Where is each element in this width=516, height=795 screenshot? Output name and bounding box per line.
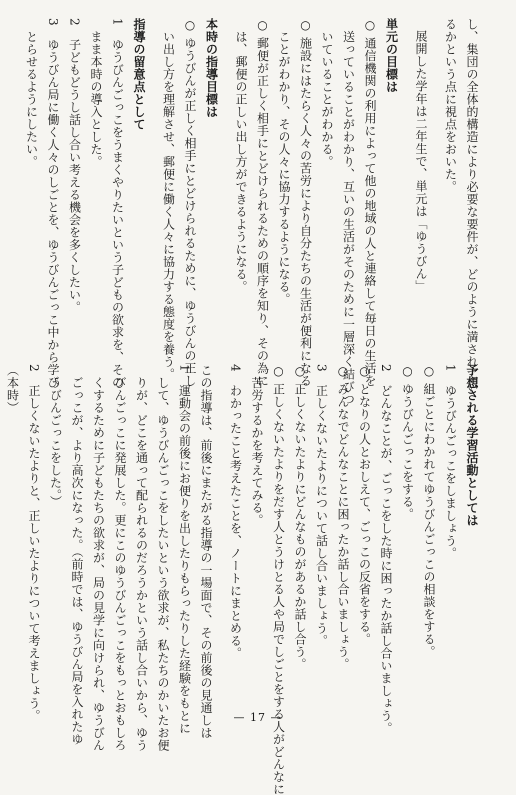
text-line: して、ゆうびんごっこをしたいという欲求が、私たちのかいたお便 <box>156 364 170 752</box>
text-line: 2 正しくないたよりと、正しいたよりについて考えましょう。 <box>27 364 41 723</box>
text-line: い出し方を理解させ、郵便に働く人々に協力する態度を養う。 <box>161 18 176 381</box>
section-heading: 予想される学習活動としては <box>465 364 479 527</box>
text-line: ことがわかり、その人々に協力するようになる。 <box>277 18 291 306</box>
page-number: — 17 — <box>233 711 283 724</box>
text-line: くするために子どもたちの欲求が、局の見学に向けられ、ゆうびん <box>91 364 106 752</box>
text-line: 送っていることがわかり、互いの生活がそのために一層深く結びつ <box>341 18 356 406</box>
section-heading: 指導の留意点として <box>132 18 146 131</box>
text-line: この指導は、前後にまたがる指導の一場面で、その前後の見通しは <box>199 364 213 739</box>
section-heading: 本時の指導目標は <box>204 18 219 118</box>
text-line: ○ 組ごとにわかれてゆうびんごっこの相談をする。 <box>422 364 436 658</box>
text-line: ○ ゆうびんが正しく相手にとどけられるために、ゆうびんの正し <box>183 18 197 387</box>
text-line: 1 運動会の前後にお便りを出したりもらったりした経験をもとに <box>177 364 192 735</box>
text-line: 1 ゆうびんごっこをしましょう。 <box>443 364 458 560</box>
text-line: りが、どこを通って配られるのだろうかという話し合いから、ゆう <box>134 364 149 752</box>
text-line: びんごっこに発展した。更にこのゆうびんごっこをもっとおもしろ <box>113 364 127 752</box>
text-line: 2 子どもどうし話し合い考える機会を多くしたい。 <box>67 18 82 314</box>
text-line: ○ 正しくないたよりをだす人とうけとる人や局でしごとをする人がどんなに <box>271 364 286 795</box>
text-line: は、郵便の正しい出し方ができるようになる。 <box>234 18 248 293</box>
section-heading: 単元の目標は <box>384 18 399 93</box>
text-line: 3 ゆうびん局に働く人々のしごとを、ゆうびんごっこ中から学び <box>46 18 60 389</box>
text-line: ○ みんなでどんなことに困ったか話し合いましょう。 <box>336 364 350 671</box>
text-line: まま本時の導入とした。 <box>89 18 103 168</box>
text-line: るかという点に視点をおいた。 <box>443 18 458 193</box>
text-line: ○ 郵便が正しく相手にとどけられるための順序を知り、その為に <box>255 18 270 387</box>
upper-text-block <box>24 18 482 406</box>
text-line: 3 正しくないたよりについて話し合いましょう。 <box>314 364 329 648</box>
text-line <box>0 364 1 704</box>
text-line: し、集団の全体的構造により必要な要件が、どのように満されてい <box>465 18 479 393</box>
text-line: 2 どんなことが、ごっこをした時に困ったか話し合いましょう。 <box>379 364 393 735</box>
text-line: 1 ゆうびんごっこをうまくやりたいという子どもの欲求を、その <box>110 18 125 389</box>
text-line: ○ となりの人とおしえて、ごっこの反省をする。 <box>357 364 372 646</box>
text-line: （本時） <box>5 364 20 414</box>
text-line: いていることがわかる。 <box>320 18 334 168</box>
text-line: ごっこが、より高次になった。（前時では、ゆうびん局を入れたゆ <box>70 364 84 746</box>
text-line: とらせるようにしたい。 <box>24 18 39 168</box>
text-line: 4 わかったこと考えたことを、ノートにまとめる。 <box>228 364 243 660</box>
text-line: 苦労するかを考えてみる。 <box>250 364 264 527</box>
text-line: ○ 施設にはたらく人々の苦労により自分たちの生活が便利になる <box>298 18 313 387</box>
text-line: うびんごっこをした。） <box>48 364 63 508</box>
text-line: ○ 通信機関の利用によって他の地域の人と連絡して毎日の生活を <box>363 18 377 387</box>
text-line: 展開した学年は二年生で、単元は「ゆうびん」 <box>414 30 428 293</box>
text-line: ○ 正しくないたよりにどんなものがあるか話し合う。 <box>293 364 307 671</box>
text-line: ○ ゆうびんごっこをする。 <box>400 364 415 521</box>
